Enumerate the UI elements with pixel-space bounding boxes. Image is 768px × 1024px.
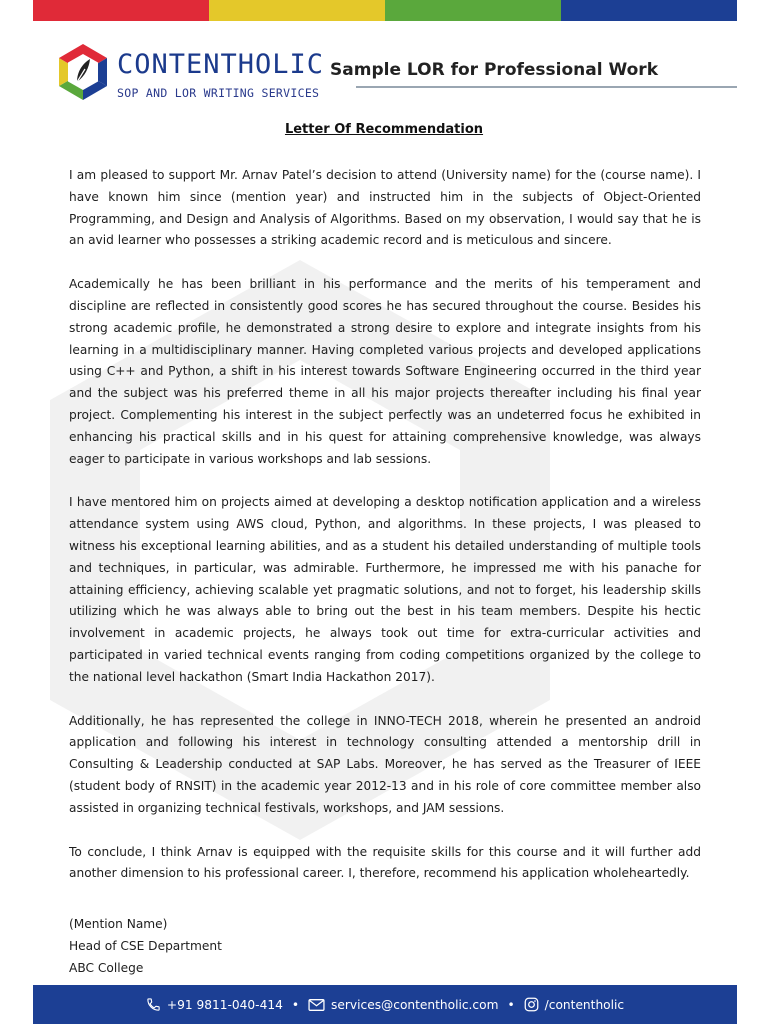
phone-icon bbox=[146, 997, 161, 1012]
brand-tagline: SOP AND LOR WRITING SERVICES bbox=[117, 86, 320, 100]
paragraph: Additionally, he has represented the college in INNO-TECH 2018, wherein he presented an android application and following his interest in technology consulting attended a mentorship drill in Consulting & Leadership conducted at SAP Labs. Moreover, he has served as the Treasurer of IEEE (student body of RNSIT) in the academic year 2012-13 and in his role of core committee member also assisted in organizing technical festivals, workshops, and JAM sessions. bbox=[69, 713, 701, 815]
stripe-green bbox=[385, 0, 561, 21]
paragraph: To conclude, I think Arnav is equipped with the requisite skills for this course and it will further add another dimension to his professional career. I, therefore, recommend his application wholeheartedly. bbox=[69, 844, 701, 881]
contact-footer bbox=[33, 985, 737, 1024]
stripe-blue bbox=[561, 0, 737, 21]
title-underline-rule bbox=[356, 86, 737, 88]
paragraph: I have mentored him on projects aimed at developing a desktop notification application and a wireless attendance system using AWS cloud, Python, and algorithms. In these projects, I was pleased to witness his exceptional learning abilities, and as a student his detailed understanding of multiple tools and techniques, in particular, was admirable. Furthermore, he impressed me with his panache for attaining efficiency, achieving scalable yet pragmatic solutions, and not to forget, his leadership skills utilizing which he was always able to bring out the best in his team members. Despite his hectic involvement in academic projects, he always took out time for extra-curricular activities and participated in varied technical events ranging from coding competitions organized by the college to the national level hackathon (Smart India Hackathon 2017). bbox=[69, 495, 701, 684]
signer-organization: ABC College bbox=[69, 961, 144, 976]
paragraph: Academically he has been brilliant in his performance and the merits of his temperament and discipline are reflected in consistently good scores he has secured throughout the course. Besides his strong academic profile, he demonstrated a strong desire to explore and integrate insights from his learning in a multidisciplinary manner. Having completed various projects and developed applications using C++ and Python, a shift in his interest towards Software Engineering occurred in the third year and the subject was his preferred theme in all his major projects thereafter including his final year project. Complementing his interest in the subject perfectly was an undeterred focus he exhibited in enhancing his practical skills and in his quest for attaining comprehensive knowledge, was always eager to participate in various workshops and lab sessions. bbox=[69, 277, 701, 466]
paragraph: I am pleased to support Mr. Arnav Patel’s decision to attend (University name) for the (course name). I have known him since (mention year) and instructed him in the subjects of Object-Oriented Programming, and Design and Analysis of Algorithms. Based on my observation, I would say that he is an avid learner who possesses a striking academic record and is meticulous and sincere. bbox=[69, 168, 701, 248]
stripe-yellow bbox=[209, 0, 385, 21]
letterhead bbox=[33, 40, 737, 110]
email-link[interactable]: services@contentholic.com bbox=[331, 997, 499, 1012]
signature-block bbox=[69, 913, 701, 979]
signer-title: Head of CSE Department bbox=[69, 939, 222, 954]
stripe-red bbox=[33, 0, 209, 21]
envelope-icon bbox=[308, 998, 325, 1012]
document-title: Sample LOR for Professional Work bbox=[330, 60, 658, 80]
brand-name: CONTENTHOLIC bbox=[117, 49, 325, 80]
phone-number[interactable]: +91 9811-040-414 bbox=[166, 997, 283, 1012]
quill-pen-hexagon-icon bbox=[57, 42, 109, 102]
letter-body bbox=[69, 165, 701, 979]
social-handle-link[interactable]: /contentholic bbox=[544, 997, 625, 1012]
separator-dot: • bbox=[291, 997, 300, 1012]
signer-name: (Mention Name) bbox=[69, 917, 168, 932]
separator-dot: • bbox=[507, 997, 515, 1012]
letter-heading: Letter Of Recommendation bbox=[284, 122, 484, 137]
instagram-icon bbox=[524, 997, 539, 1012]
color-stripe-bar bbox=[33, 0, 737, 21]
